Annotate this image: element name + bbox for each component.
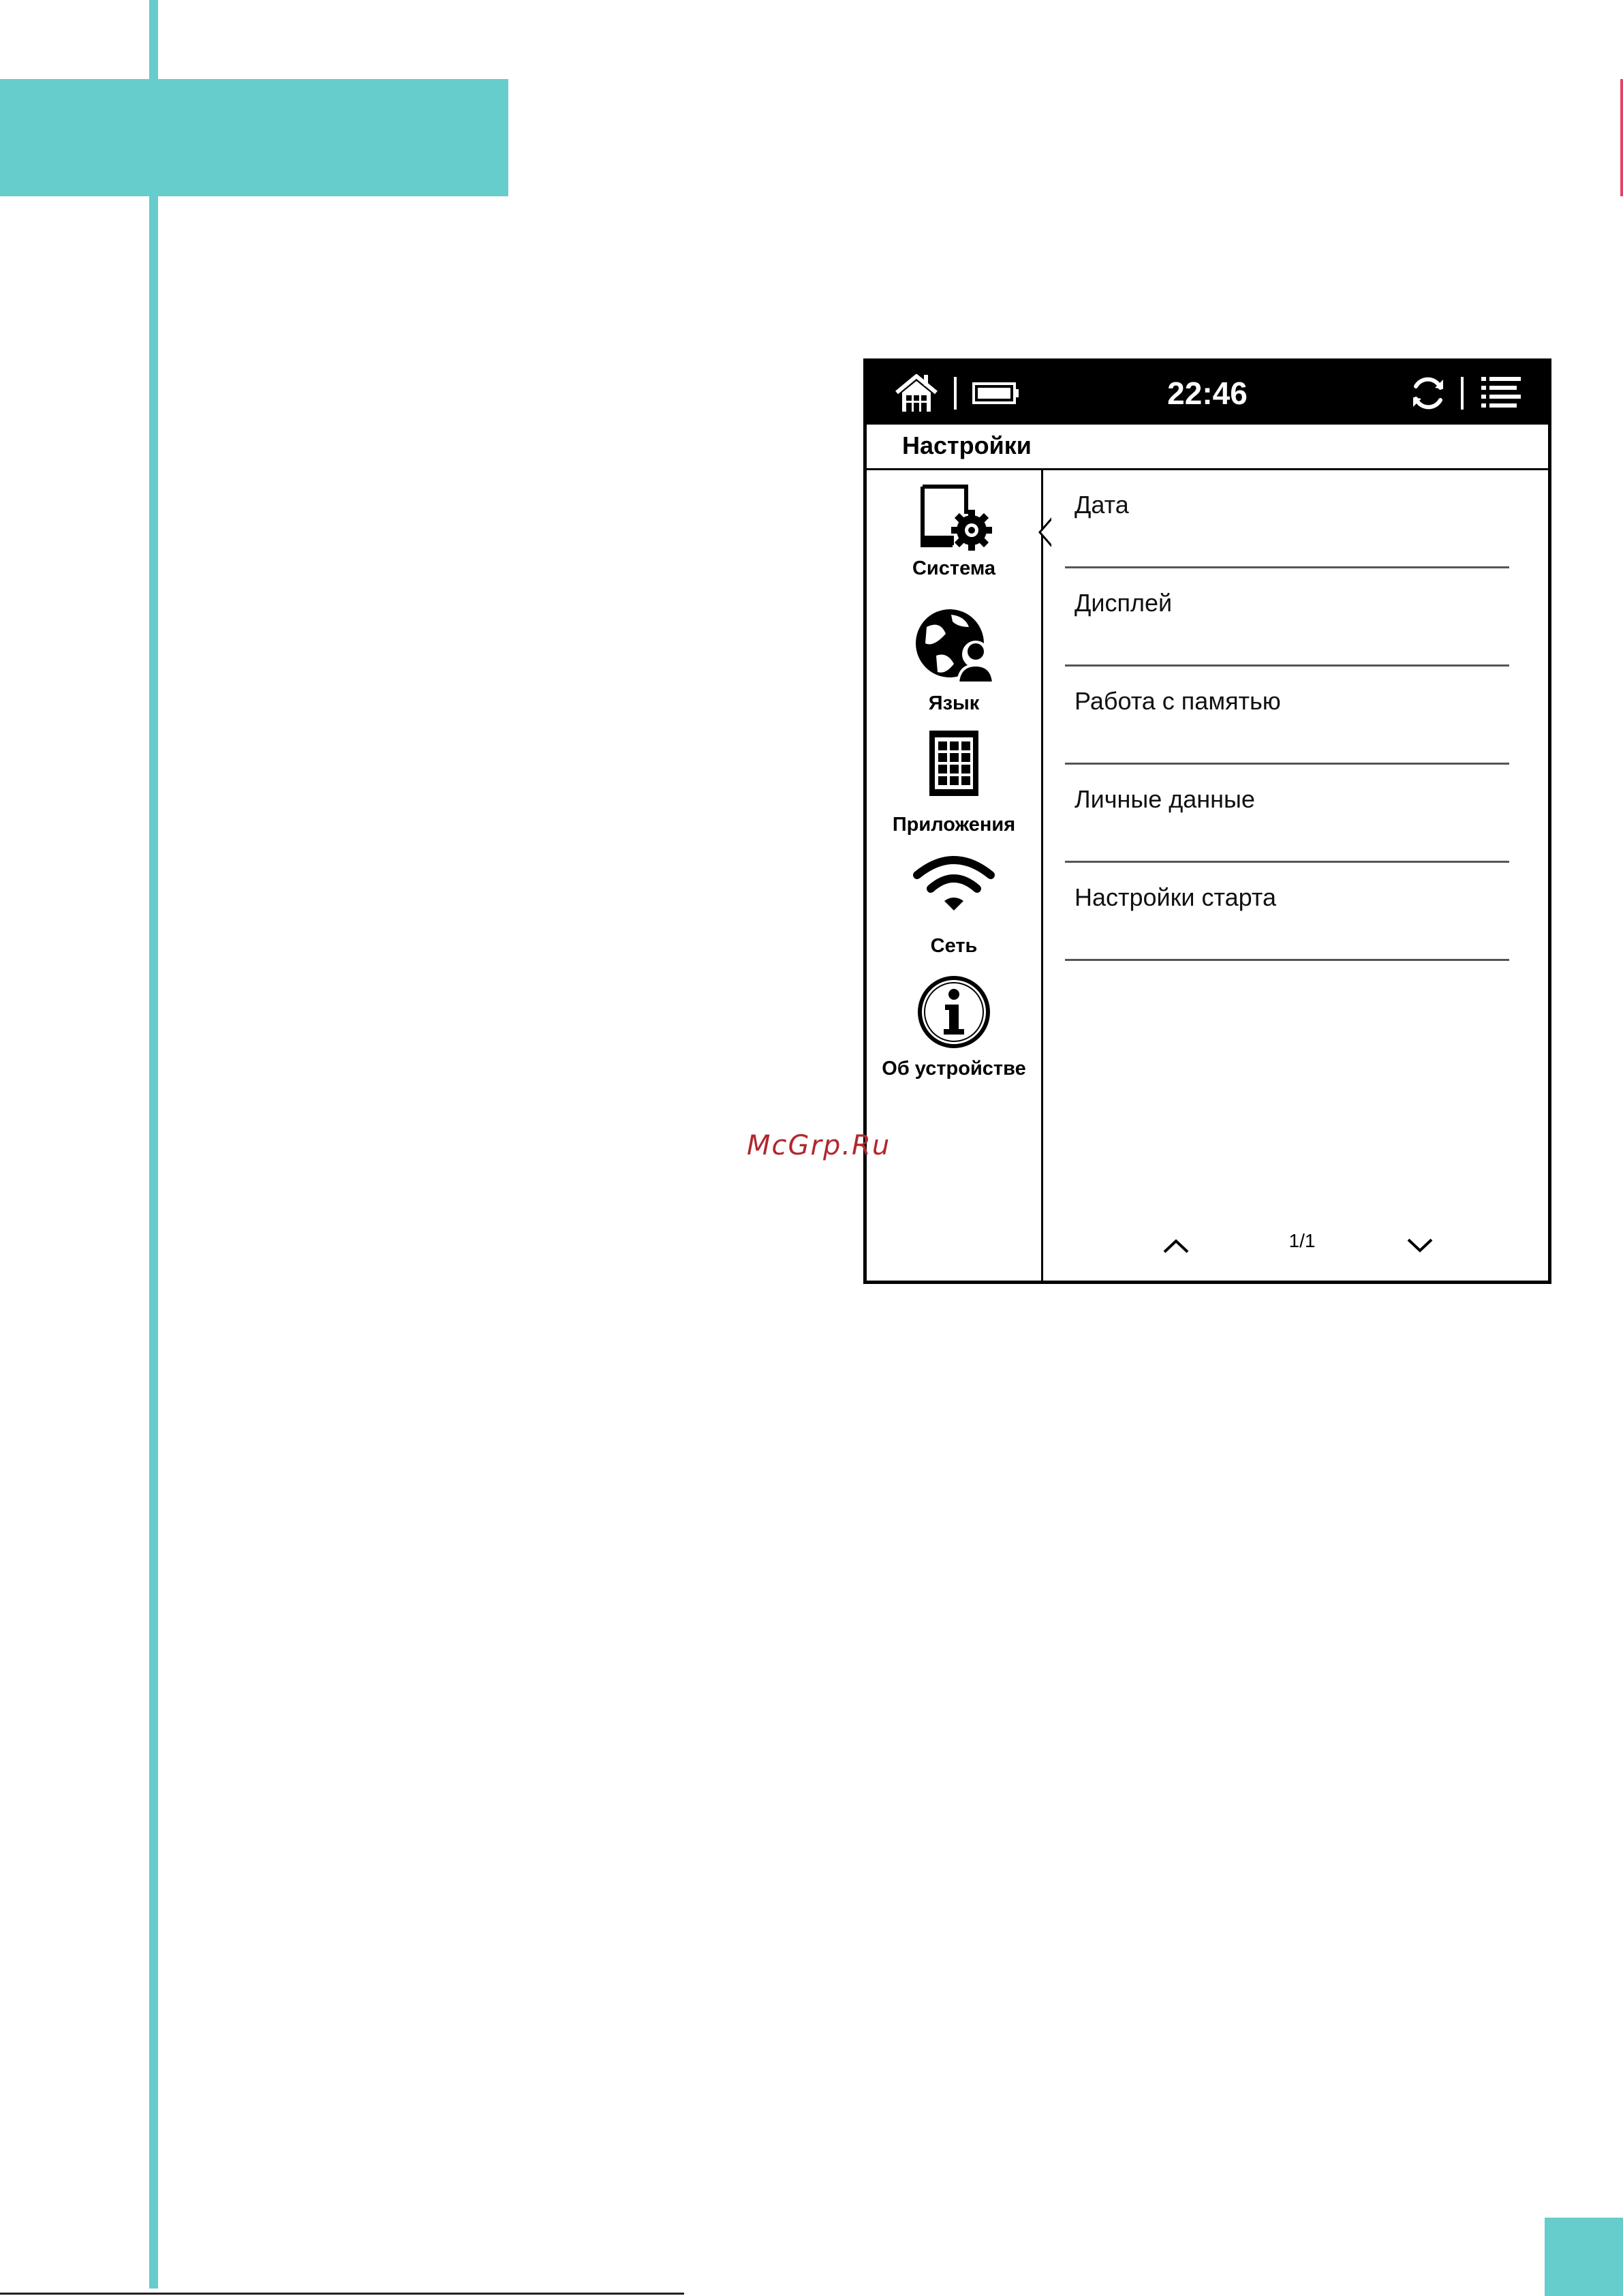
list-item-personal-data[interactable] [1065,765,1509,863]
list-item-label: Настройки старта [1075,883,1276,911]
accent-header-band [0,79,508,196]
list-item-date[interactable] [1065,470,1509,568]
apps-grid-icon [927,729,981,797]
list-item-label: Дата [1075,491,1129,519]
category-apps[interactable] [867,729,1041,845]
bottom-rule [0,2293,684,2295]
category-label: Сеть [930,935,978,957]
home-icon[interactable] [893,370,940,416]
list-item-label: Личные данные [1075,785,1255,813]
globe-user-icon [913,607,995,683]
menu-list-icon[interactable] [1477,370,1525,416]
page-title: Настройки [902,431,1032,459]
list-item-label: Работа с памятью [1075,687,1281,715]
list-item-memory[interactable] [1065,667,1509,765]
status-bar [867,362,1548,425]
category-network[interactable] [867,852,1041,968]
category-language[interactable] [867,607,1041,722]
status-separator [954,377,957,410]
settings-categories [867,470,1043,1281]
accent-vertical-line [149,0,158,2289]
pager [1043,1227,1548,1268]
category-label: Язык [928,692,980,714]
clock: 22:46 [1167,376,1248,411]
chevron-down-icon[interactable] [1403,1231,1437,1259]
wifi-icon [913,852,995,913]
device-screen [863,358,1551,1284]
list-item-startup-settings[interactable] [1065,863,1509,961]
edge-mark [1620,79,1623,196]
list-item-label: Дисплей [1075,589,1173,617]
sync-icon[interactable] [1406,370,1450,416]
tablet-gear-icon [913,484,995,552]
chevron-up-icon[interactable] [1159,1231,1193,1259]
settings-list [1043,470,1548,1281]
accent-corner-square [1545,2218,1623,2296]
list-item-display[interactable] [1065,568,1509,667]
category-system[interactable] [867,484,1041,600]
category-label: Приложения [892,814,1016,836]
title-bar [867,425,1548,470]
watermark: McGrp.Ru [747,1130,891,1161]
category-label: Система [912,557,996,579]
divider [1065,959,1509,961]
status-separator [1461,377,1464,410]
info-icon [916,975,991,1050]
page-indicator: 1/1 [1288,1230,1316,1251]
battery-icon [970,370,1022,416]
category-about-device[interactable] [867,975,1041,1090]
category-label: Об устройстве [882,1058,1026,1080]
